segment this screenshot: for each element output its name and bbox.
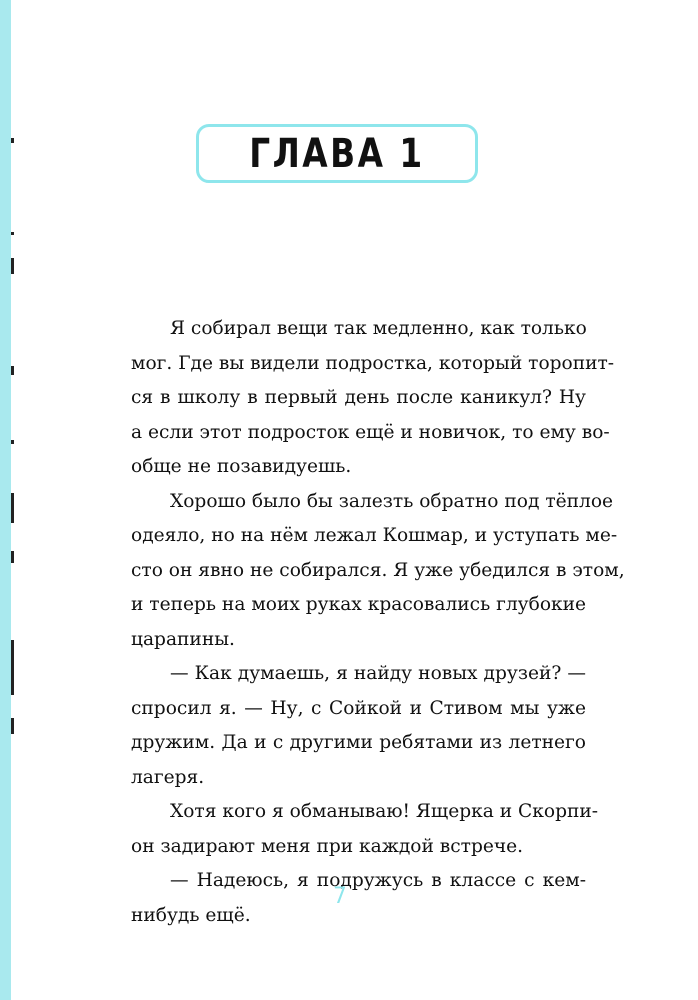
text-line: нибудь ещё.	[131, 904, 251, 926]
text-line: дружим. Да и с другими ребятами из летнего	[131, 732, 586, 753]
text-line: он задирают меня при каждой встрече.	[131, 835, 524, 857]
body-text	[92, 312, 625, 933]
text-line: ся в школу в первый день после каникул? Ну	[131, 387, 586, 408]
text-line: спросил я. — Ну, с Сойкой и Стивом мы уже	[131, 697, 586, 719]
text-line: — Как думаешь, я найду новых друзей? —	[170, 663, 586, 684]
paragraph-2	[92, 485, 625, 658]
text-line: Хорошо было бы залезть обратно под тёплое	[170, 490, 614, 512]
text-line: лагеря.	[131, 766, 205, 788]
chapter-title: ГЛАВА 1	[249, 130, 425, 177]
text-line: Я собирал вещи так медленно, как только	[170, 318, 587, 339]
page-edge-marks	[11, 0, 15, 1000]
paragraph-1	[92, 312, 615, 485]
text-line: одеяло, но на нём лежал Кошмар, и уступать ме-	[131, 525, 618, 546]
page-number: 7	[333, 884, 347, 909]
text-line: Хотя кого я обманываю! Ящерка и Скорпи-	[170, 801, 599, 822]
text-line: обще не позавидуешь.	[131, 456, 352, 477]
text-line: мог. Где вы видели подростка, который торопит-	[131, 352, 615, 374]
text-line: царапины.	[131, 628, 235, 650]
paragraph-3	[92, 657, 586, 795]
text-line: и теперь на моих руках красовались глубокие	[131, 594, 587, 615]
text-line: — Надеюсь, я подружусь в классе с кем-	[170, 870, 586, 891]
page-edge-strip	[0, 0, 11, 1000]
text-line: сто он явно не собирался. Я уже убедился в этом,	[131, 559, 625, 581]
chapter-heading-box	[196, 124, 478, 183]
paragraph-4	[92, 795, 599, 864]
text-line: а если этот подросток ещё и новичок, то ему во-	[131, 421, 610, 443]
